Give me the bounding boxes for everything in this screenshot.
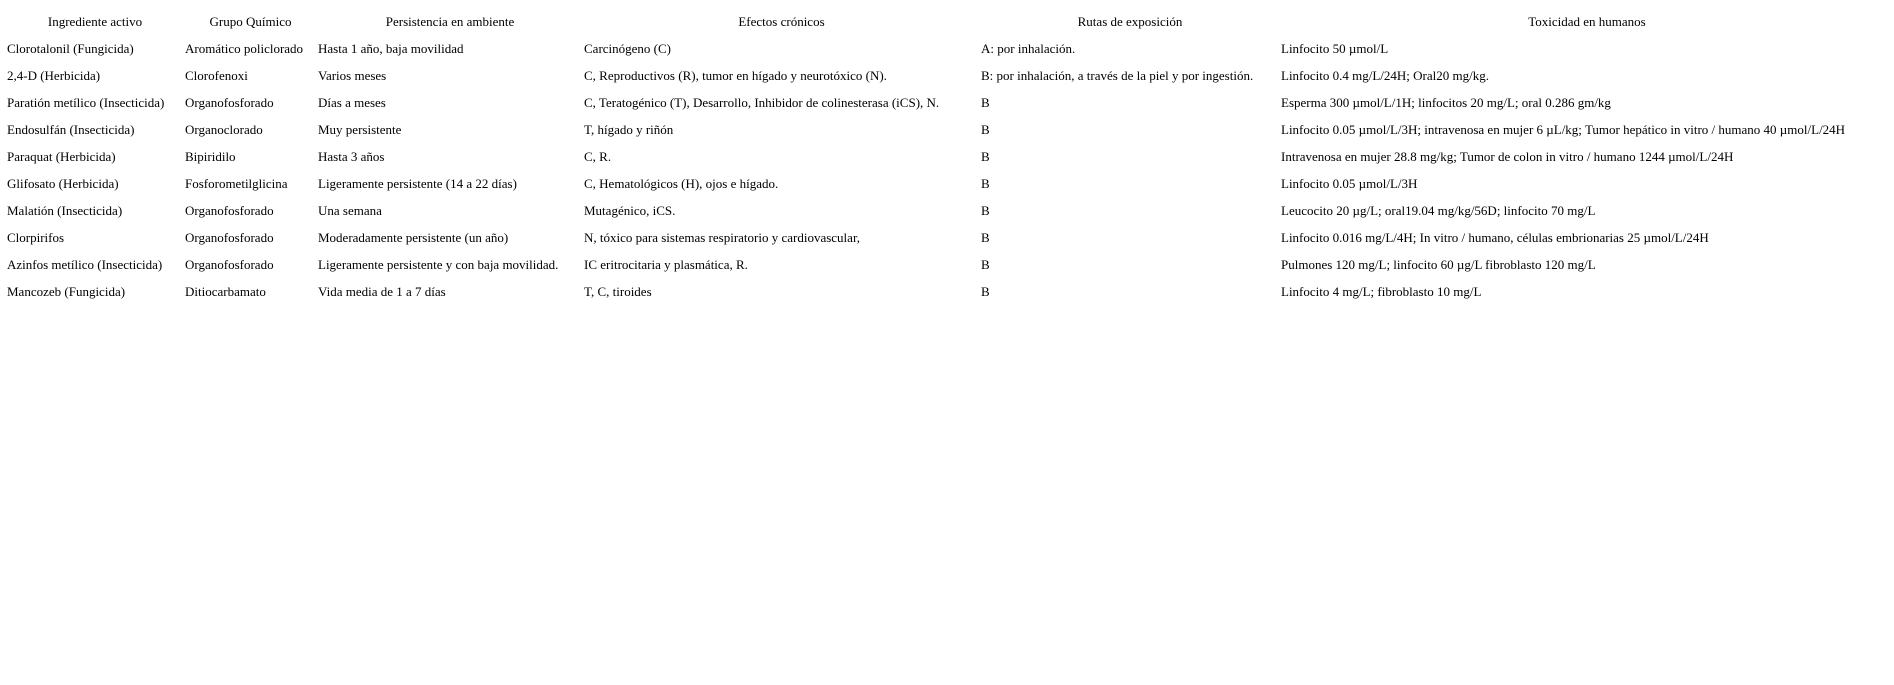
table-cell: Muy persistente [318,122,402,137]
table-cell: Azinfos metílico (Insecticida) [7,257,163,272]
table-row [5,197,1893,224]
table-cell: Paratión metílico (Insecticida) [7,95,165,110]
table-cell: C, Hematológicos (H), ojos e hígado. [584,176,779,191]
table-cell: Bipiridilo [185,149,236,164]
table-cell: Intravenosa en mujer 28.8 mg/kg; Tumor de colon in vitro / humano 1244 µmol/L/24H [1281,149,1734,164]
table-cell: Clorpirifos [7,230,65,245]
table-row [5,170,1893,197]
header-grupo-quimico: Grupo Químico [209,14,292,29]
header-rutas-exposicion: Rutas de exposición [1077,14,1183,29]
table-cell: B [981,230,990,245]
table-cell: Paraquat (Herbicida) [7,149,116,164]
table-row [5,62,1893,89]
table-cell: Una semana [318,203,382,218]
header-ingrediente-activo: Ingrediente activo [47,14,143,29]
table-cell: Fosforometilglicina [185,176,288,191]
table-cell: B [981,176,990,191]
header-efectos-cronicos: Efectos crónicos [738,14,825,29]
table-cell: B [981,257,990,272]
pesticide-table [5,8,1893,305]
table-cell: Organofosforado [185,257,274,272]
table-cell: Ligeramente persistente (14 a 22 días) [318,176,517,191]
table-header-row [5,8,1893,35]
table-row [5,116,1893,143]
table-cell: Organoclorado [185,122,263,137]
table-cell: Mutagénico, iCS. [584,203,676,218]
table-cell: Organofosforado [185,95,274,110]
table-cell: Mancozeb (Fungicida) [7,284,126,299]
table-cell: Leucocito 20 µg/L; oral19.04 mg/kg/56D; linfocito 70 mg/L [1281,203,1596,218]
table-row [5,89,1893,116]
table-cell: C, Reproductivos (R), tumor en hígado y neurotóxico (N). [584,68,887,83]
table-cell: Ligeramente persistente y con baja movilidad. [318,257,559,272]
table-cell: B [981,149,990,164]
table-cell: Malatión (Insecticida) [7,203,123,218]
table-cell: B [981,122,990,137]
table-cell: Organofosforado [185,203,274,218]
table-row [5,278,1893,305]
table-cell: Hasta 1 año, baja movilidad [318,41,464,56]
table-cell: Linfocito 0.05 µmol/L/3H; intravenosa en mujer 6 µL/kg; Tumor hepático in vitro / humano 40 µmol/L/24H [1281,122,1846,137]
table-cell: T, C, tiroides [584,284,652,299]
table-row [5,224,1893,251]
table-row [5,143,1893,170]
table-cell: Linfocito 0.05 µmol/L/3H [1281,176,1418,191]
table-cell: Ditiocarbamato [185,284,266,299]
table-cell: T, hígado y riñón [584,122,674,137]
table-cell: Moderadamente persistente (un año) [318,230,509,245]
table-cell: B [981,95,990,110]
table-cell: B [981,203,990,218]
table-cell: Vida media de 1 a 7 días [318,284,446,299]
table-cell: A: por inhalación. [981,41,1076,56]
table-cell: Hasta 3 años [318,149,385,164]
header-toxicidad: Toxicidad en humanos [1528,14,1646,29]
table-cell: Organofosforado [185,230,274,245]
table-cell: N, tóxico para sistemas respiratorio y cardiovascular, [584,230,860,245]
table-cell: Linfocito 50 µmol/L [1281,41,1389,56]
table-cell: B: por inhalación, a través de la piel y por ingestión. [981,68,1254,83]
table-cell: B [981,284,990,299]
table-cell: Glifosato (Herbicida) [7,176,119,191]
table-cell: Carcinógeno (C) [584,41,672,56]
table-cell: Esperma 300 µmol/L/1H; linfocitos 20 mg/L; oral 0.286 gm/kg [1281,95,1611,110]
table-cell: Linfocito 0.4 mg/L/24H; Oral20 mg/kg. [1281,68,1489,83]
table-row [5,35,1893,62]
table-cell: Endosulfán (Insecticida) [7,122,135,137]
table-cell: Clorofenoxi [185,68,248,83]
table-cell: Días a meses [318,95,386,110]
table-cell: Varios meses [318,68,387,83]
table-cell: 2,4-D (Herbicida) [7,68,101,83]
table-row [5,251,1893,278]
table-cell: Linfocito 4 mg/L; fibroblasto 10 mg/L [1281,284,1482,299]
table-cell: C, Teratogénico (T), Desarrollo, Inhibidor de colinesterasa (iCS), N. [584,95,940,110]
table-cell: Pulmones 120 mg/L; linfocito 60 µg/L fibroblasto 120 mg/L [1281,257,1596,272]
table-cell: IC eritrocitaria y plasmática, R. [584,257,748,272]
table-cell: Linfocito 0.016 mg/L/4H; In vitro / humano, células embrionarias 25 µmol/L/24H [1281,230,1709,245]
table-cell: Clorotalonil (Fungicida) [7,41,134,56]
header-persistencia: Persistencia en ambiente [385,14,515,29]
table-cell: C, R. [584,149,612,164]
table-cell: Aromático policlorado [185,41,304,56]
